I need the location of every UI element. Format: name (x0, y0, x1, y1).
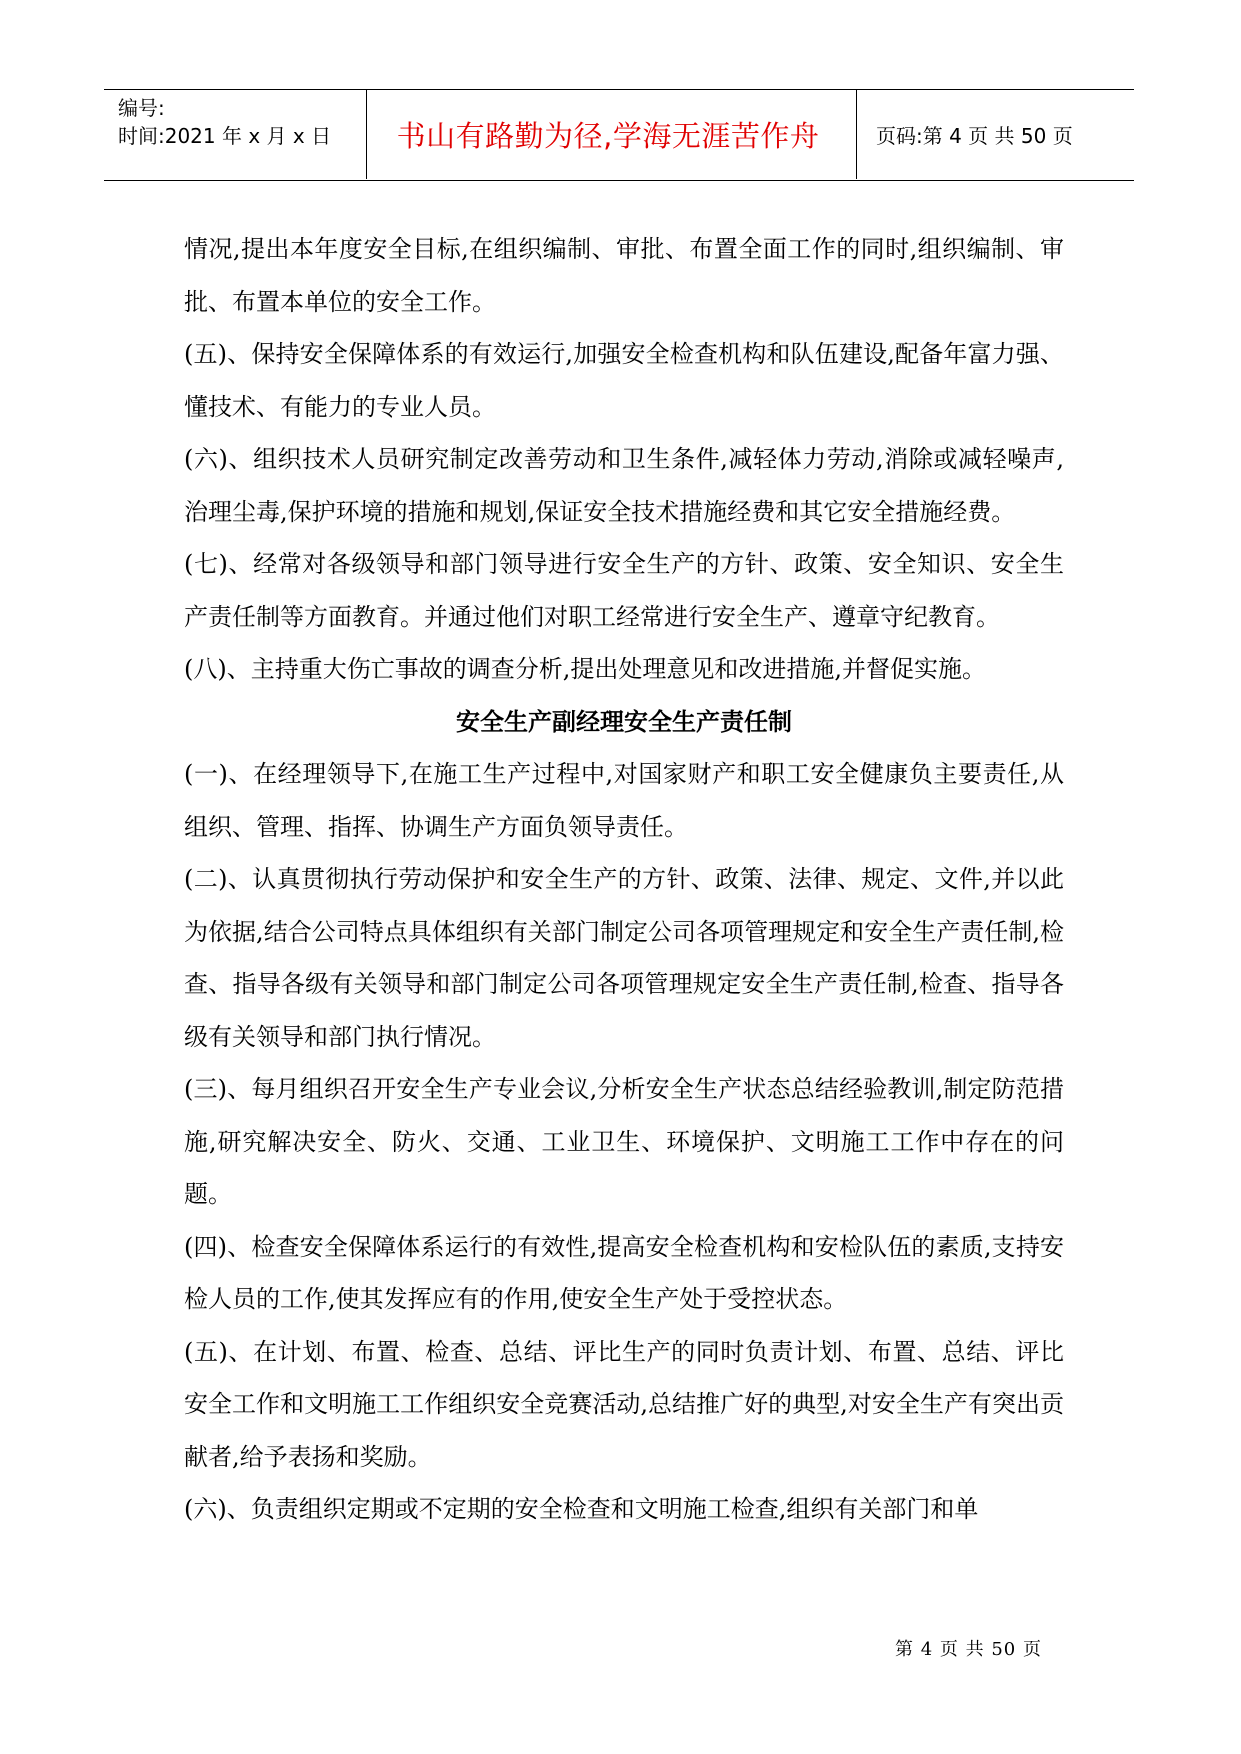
paragraph: (一)、在经理领导下,在施工生产过程中,对国家财产和职工安全健康负主要责任,从组织、管理、指挥、协调生产方面负领导责任。 (184, 760, 1064, 841)
paragraph: 情况,提出本年度安全目标,在组织编制、审批、布置全面工作的同时,组织编制、审批、布置本单位的安全工作。 (184, 235, 1064, 316)
serial-label: 编号: (118, 96, 165, 120)
section-title: 安全生产副经理安全生产责任制 (456, 707, 792, 736)
page-header (104, 89, 1134, 181)
header-motto: 书山有路勤为径,学海无涯苦作舟 (396, 119, 820, 153)
header-page-label: 页码:第 4 页 共 50 页 (876, 124, 1073, 148)
header-divider (366, 90, 367, 179)
paragraph: (四)、检查安全保障体系运行的有效性,提高安全检查机构和安检队伍的素质,支持安检人员的工作,使其发挥应有的作用,使安全生产处于受控状态。 (184, 1232, 1064, 1313)
paragraph: (二)、认真贯彻执行劳动保护和安全生产的方针、政策、法律、规定、文件,并以此为依据,结合公司特点具体组织有关部门制定公司各项管理规定和安全生产责任制,检查、指导各级有关领导和部门制定公司各项管理规定安全生产责任制,检查、指导各级有关领导和部门执行情况。 (184, 865, 1064, 1051)
paragraph: (三)、每月组织召开安全生产专业会议,分析安全生产状态总结经验教训,制定防范措施,研究解决安全、防火、交通、工业卫生、环境保护、文明施工工作中存在的问题。 (184, 1075, 1064, 1208)
paragraph: (八)、主持重大伤亡事故的调查分析,提出处理意见和改进措施,并督促实施。 (184, 655, 986, 683)
paragraph: (六)、负责组织定期或不定期的安全检查和文明施工检查,组织有关部门和单 (184, 1495, 979, 1523)
paragraph: (七)、经常对各级领导和部门领导进行安全生产的方针、政策、安全知识、安全生产责任制等方面教育。并通过他们对职工经常进行安全生产、遵章守纪教育。 (184, 550, 1064, 631)
document-body (184, 223, 1064, 1536)
header-divider (856, 90, 857, 179)
time-label: 时间:2021 年 x 月 x 日 (118, 124, 332, 148)
header-meta (118, 94, 358, 150)
paragraph: (六)、组织技术人员研究制定改善劳动和卫生条件,减轻体力劳动,消除或减轻噪声,治理尘毒,保护环境的措施和规划,保证安全技术措施经费和其它安全措施经费。 (184, 445, 1064, 526)
page-footer: 第 4 页 共 50 页 (895, 1639, 1042, 1660)
paragraph: (五)、保持安全保障体系的有效运行,加强安全检查机构和队伍建设,配备年富力强、懂技术、有能力的专业人员。 (184, 340, 1064, 421)
paragraph: (五)、在计划、布置、检查、总结、评比生产的同时负责计划、布置、总结、评比安全工作和文明施工工作组织安全竞赛活动,总结推广好的典型,对安全生产有突出贡献者,给予表扬和奖励。 (184, 1337, 1064, 1471)
